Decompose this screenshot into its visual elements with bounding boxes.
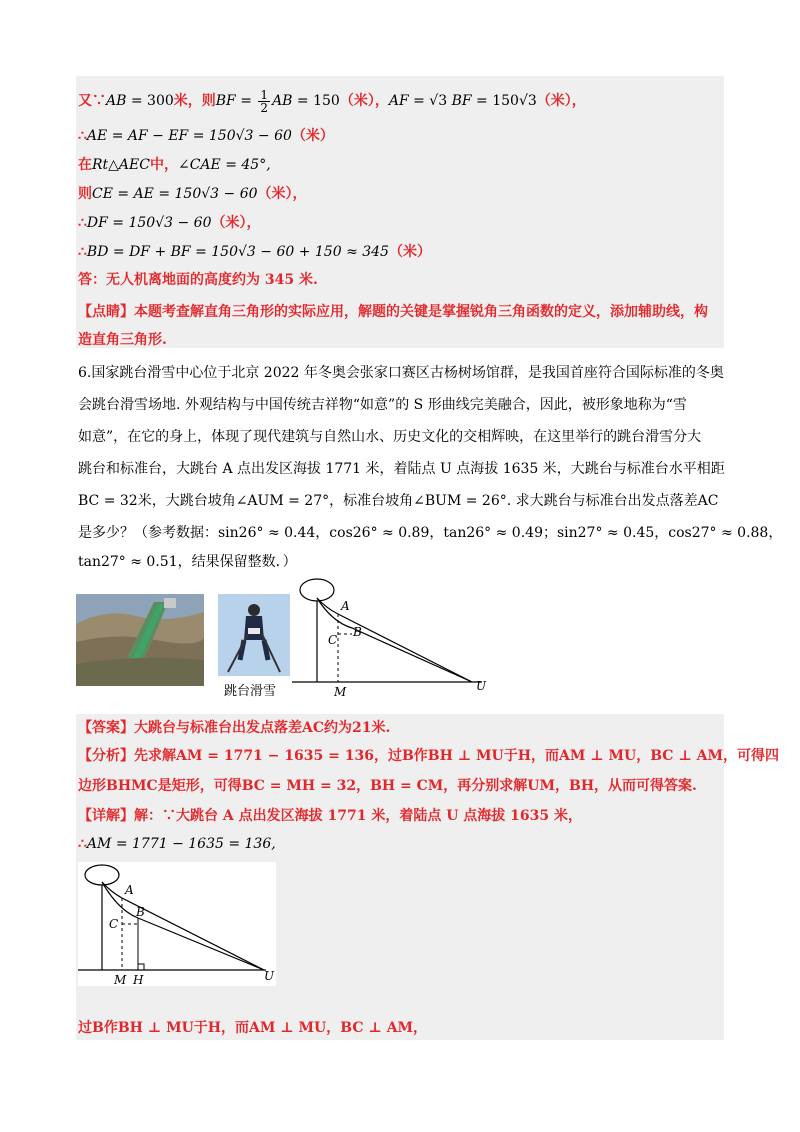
construction-line: 过B作BH ⊥ MU于H，而AM ⊥ MU，BC ⊥ AM，: [78, 1020, 428, 1036]
solution-line-4: 则CE = AE = 150√3 − 60（米），: [78, 186, 307, 202]
solution-line-3: 在Rt△AEC中，∠CAE = 45°,: [78, 157, 271, 173]
question-line-3: 如意”，在它的身上，体现了现代建筑与自然山水、历史文化的交相辉映，在这里举行的跳台滑雪分大: [78, 429, 702, 445]
ski-jump-diagram-with-h: [78, 862, 276, 986]
label-U: U: [264, 969, 275, 983]
analysis-line-1: 【分析】先求解AM = 1771 − 1635 = 136，过B作BH ⊥ MU于H，而AM ⊥ MU，BC ⊥ AM，可得四: [78, 748, 779, 764]
analysis-line-2: 边形BHMC是矩形，可得BC = MH = 32，BH = CM，再分别求解UM，BH，从而可得答案.: [78, 778, 697, 794]
detail-line: 【详解】解：∵大跳台 A 点出发区海拔 1771 米，着陆点 U 点海拔 1635 米，: [78, 808, 582, 824]
solution-line-6: ∴BD = DF + BF = 150√3 − 60 + 150 ≈ 345（米）: [78, 244, 431, 260]
question-line-4: 跳台和标准台，大跳台 A 点出发区海拔 1771 米，着陆点 U 点海拔 1635 米，大跳台与标准台水平相距: [78, 461, 725, 477]
label-M: M: [334, 685, 347, 698]
label-C: C: [328, 633, 338, 647]
label-A: A: [341, 599, 350, 613]
solution-line-1: 又∵AB = 300米，则BF = $\frac{1}{2}$ AB = 150（米），AF = √3 BF = 150√3（米），: [78, 87, 586, 115]
key-point-line-2: 造直角三角形.: [78, 332, 167, 348]
solution-line-2: ∴AE = AF − EF = 150√3 − 60（米）: [78, 128, 334, 144]
am-line: ∴AM = 1771 − 1635 = 136,: [78, 836, 276, 852]
key-point-line-1: 【点睛】本题考查解直角三角形的实际应用，解题的关键是掌握锐角三角函数的定义，添加辅助线，构: [78, 304, 708, 320]
label-B: B: [353, 625, 362, 639]
label-B: B: [136, 905, 145, 919]
ski-jump-diagram: [292, 578, 492, 698]
question-line-7: tan27° ≈ 0.51，结果保留整数．）: [78, 554, 297, 570]
question-line-1: 6.国家跳台滑雪中心位于北京 2022 年冬奥会张家口赛区古杨树场馆群，是我国首座符合国际标准的冬奥: [78, 365, 724, 381]
answer-heading: 【答案】大跳台与标准台出发点落差AC约为21米.: [78, 720, 391, 736]
ski-jumper-photo: [218, 594, 290, 676]
question-line-2: 会跳台滑雪场地. 外观结构与中国传统吉祥物“如意”的 S 形曲线完美融合，因此，被形象地称为“雪: [78, 397, 687, 413]
label-H: H: [133, 973, 144, 986]
solution-line-5: ∴DF = 150√3 − 60（米），: [78, 215, 261, 231]
ski-jump-venue-photo: [76, 594, 204, 686]
label-C: C: [109, 917, 119, 931]
label-U: U: [476, 679, 487, 693]
label-M: M: [114, 973, 127, 986]
fraction-one-half: $\frac{1}{2}$: [260, 87, 269, 115]
answer-line: 答：无人机离地面的高度约为 345 米.: [78, 272, 318, 288]
photo-caption: 跳台滑雪: [224, 684, 277, 699]
label-A: A: [125, 883, 134, 897]
question-line-6: 是多少？（参考数据：sin26° ≈ 0.44，cos26° ≈ 0.89，tan26° ≈ 0.49；sin27° ≈ 0.45，cos27° ≈ 0.88，: [78, 525, 783, 541]
question-line-5: BC = 32米，大跳台坡角∠AUM = 27°，标准台坡角∠BUM = 26°. 求大跳台与标准台出发点落差AC: [78, 493, 719, 509]
